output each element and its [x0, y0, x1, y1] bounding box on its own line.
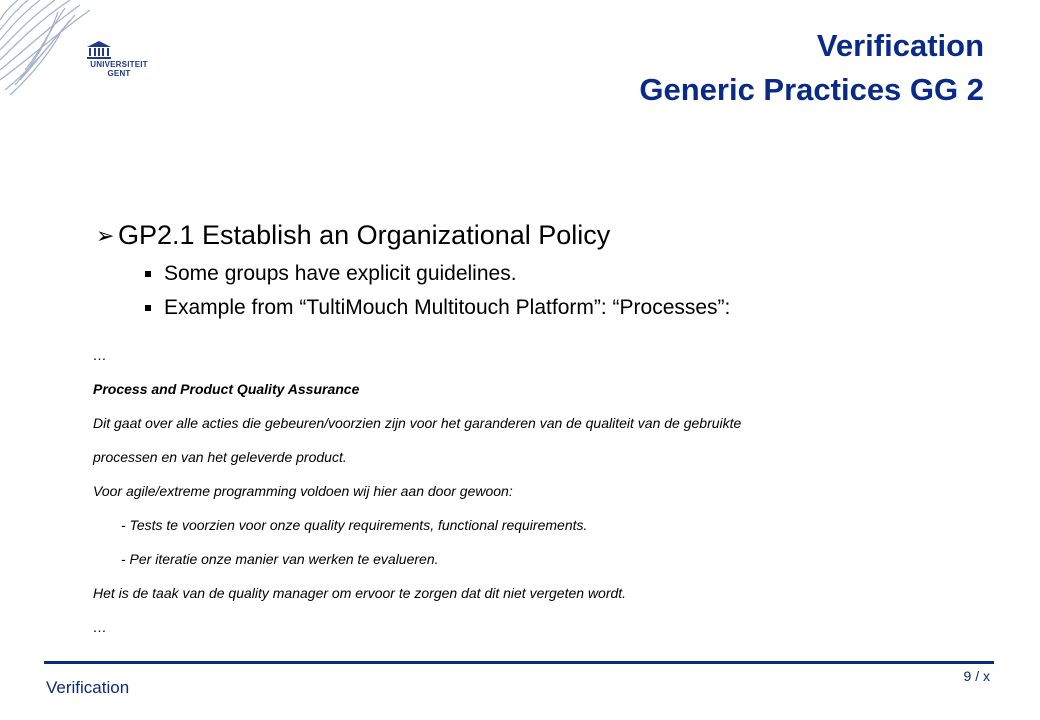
title-line-2: Generic Practices GG 2	[639, 72, 984, 107]
quoted-document-excerpt	[93, 338, 993, 644]
building-icon	[86, 40, 112, 60]
excerpt-line: Het is de taak van de quality manager om ervoor te zorgen dat dit niet vergeten wordt.	[93, 585, 627, 601]
sub-bullet-1	[145, 262, 517, 286]
excerpt-list-item: - Per iteratie onze manier van werken te evalueren.	[121, 551, 439, 567]
excerpt-heading: Process and Product Quality Assurance	[93, 381, 360, 397]
excerpt-line: …	[93, 347, 107, 363]
sub-bullet-1-text: Some groups have explicit guidelines.	[164, 262, 517, 285]
excerpt-line: processen en van het geleverde product.	[93, 449, 347, 465]
excerpt-line: …	[93, 619, 107, 635]
main-bullet	[96, 220, 610, 251]
university-logo	[0, 0, 190, 120]
footer-title: Verification	[46, 678, 130, 697]
slide-title	[639, 24, 984, 112]
footer-divider	[44, 661, 994, 664]
logo-line-1: UNIVERSITEIT	[90, 60, 148, 69]
square-bullet-icon	[145, 305, 151, 311]
square-bullet-icon	[145, 271, 151, 277]
sub-bullet-2-text: Example from “TultiMouch Multitouch Platform”: “Processes”:	[164, 296, 731, 319]
title-line-1: Verification	[816, 28, 984, 63]
ugent-mark	[86, 40, 152, 78]
excerpt-line: Voor agile/extreme programming voldoen wij hier aan door gewoon:	[93, 483, 513, 499]
excerpt-list-item: - Tests te voorzien voor onze quality requirements, functional requirements.	[121, 517, 588, 533]
page-number: 9 / x	[963, 668, 990, 684]
excerpt-line: Dit gaat over alle acties die gebeuren/voorzien zijn voor het garanderen van de qualiteit van de gebruikte	[93, 415, 742, 431]
logo-line-2: GENT	[107, 69, 131, 78]
arrow-bullet-icon: ➢	[96, 222, 115, 248]
sub-bullet-2	[145, 296, 730, 320]
main-bullet-text: GP2.1 Establish an Organizational Policy	[118, 220, 611, 250]
